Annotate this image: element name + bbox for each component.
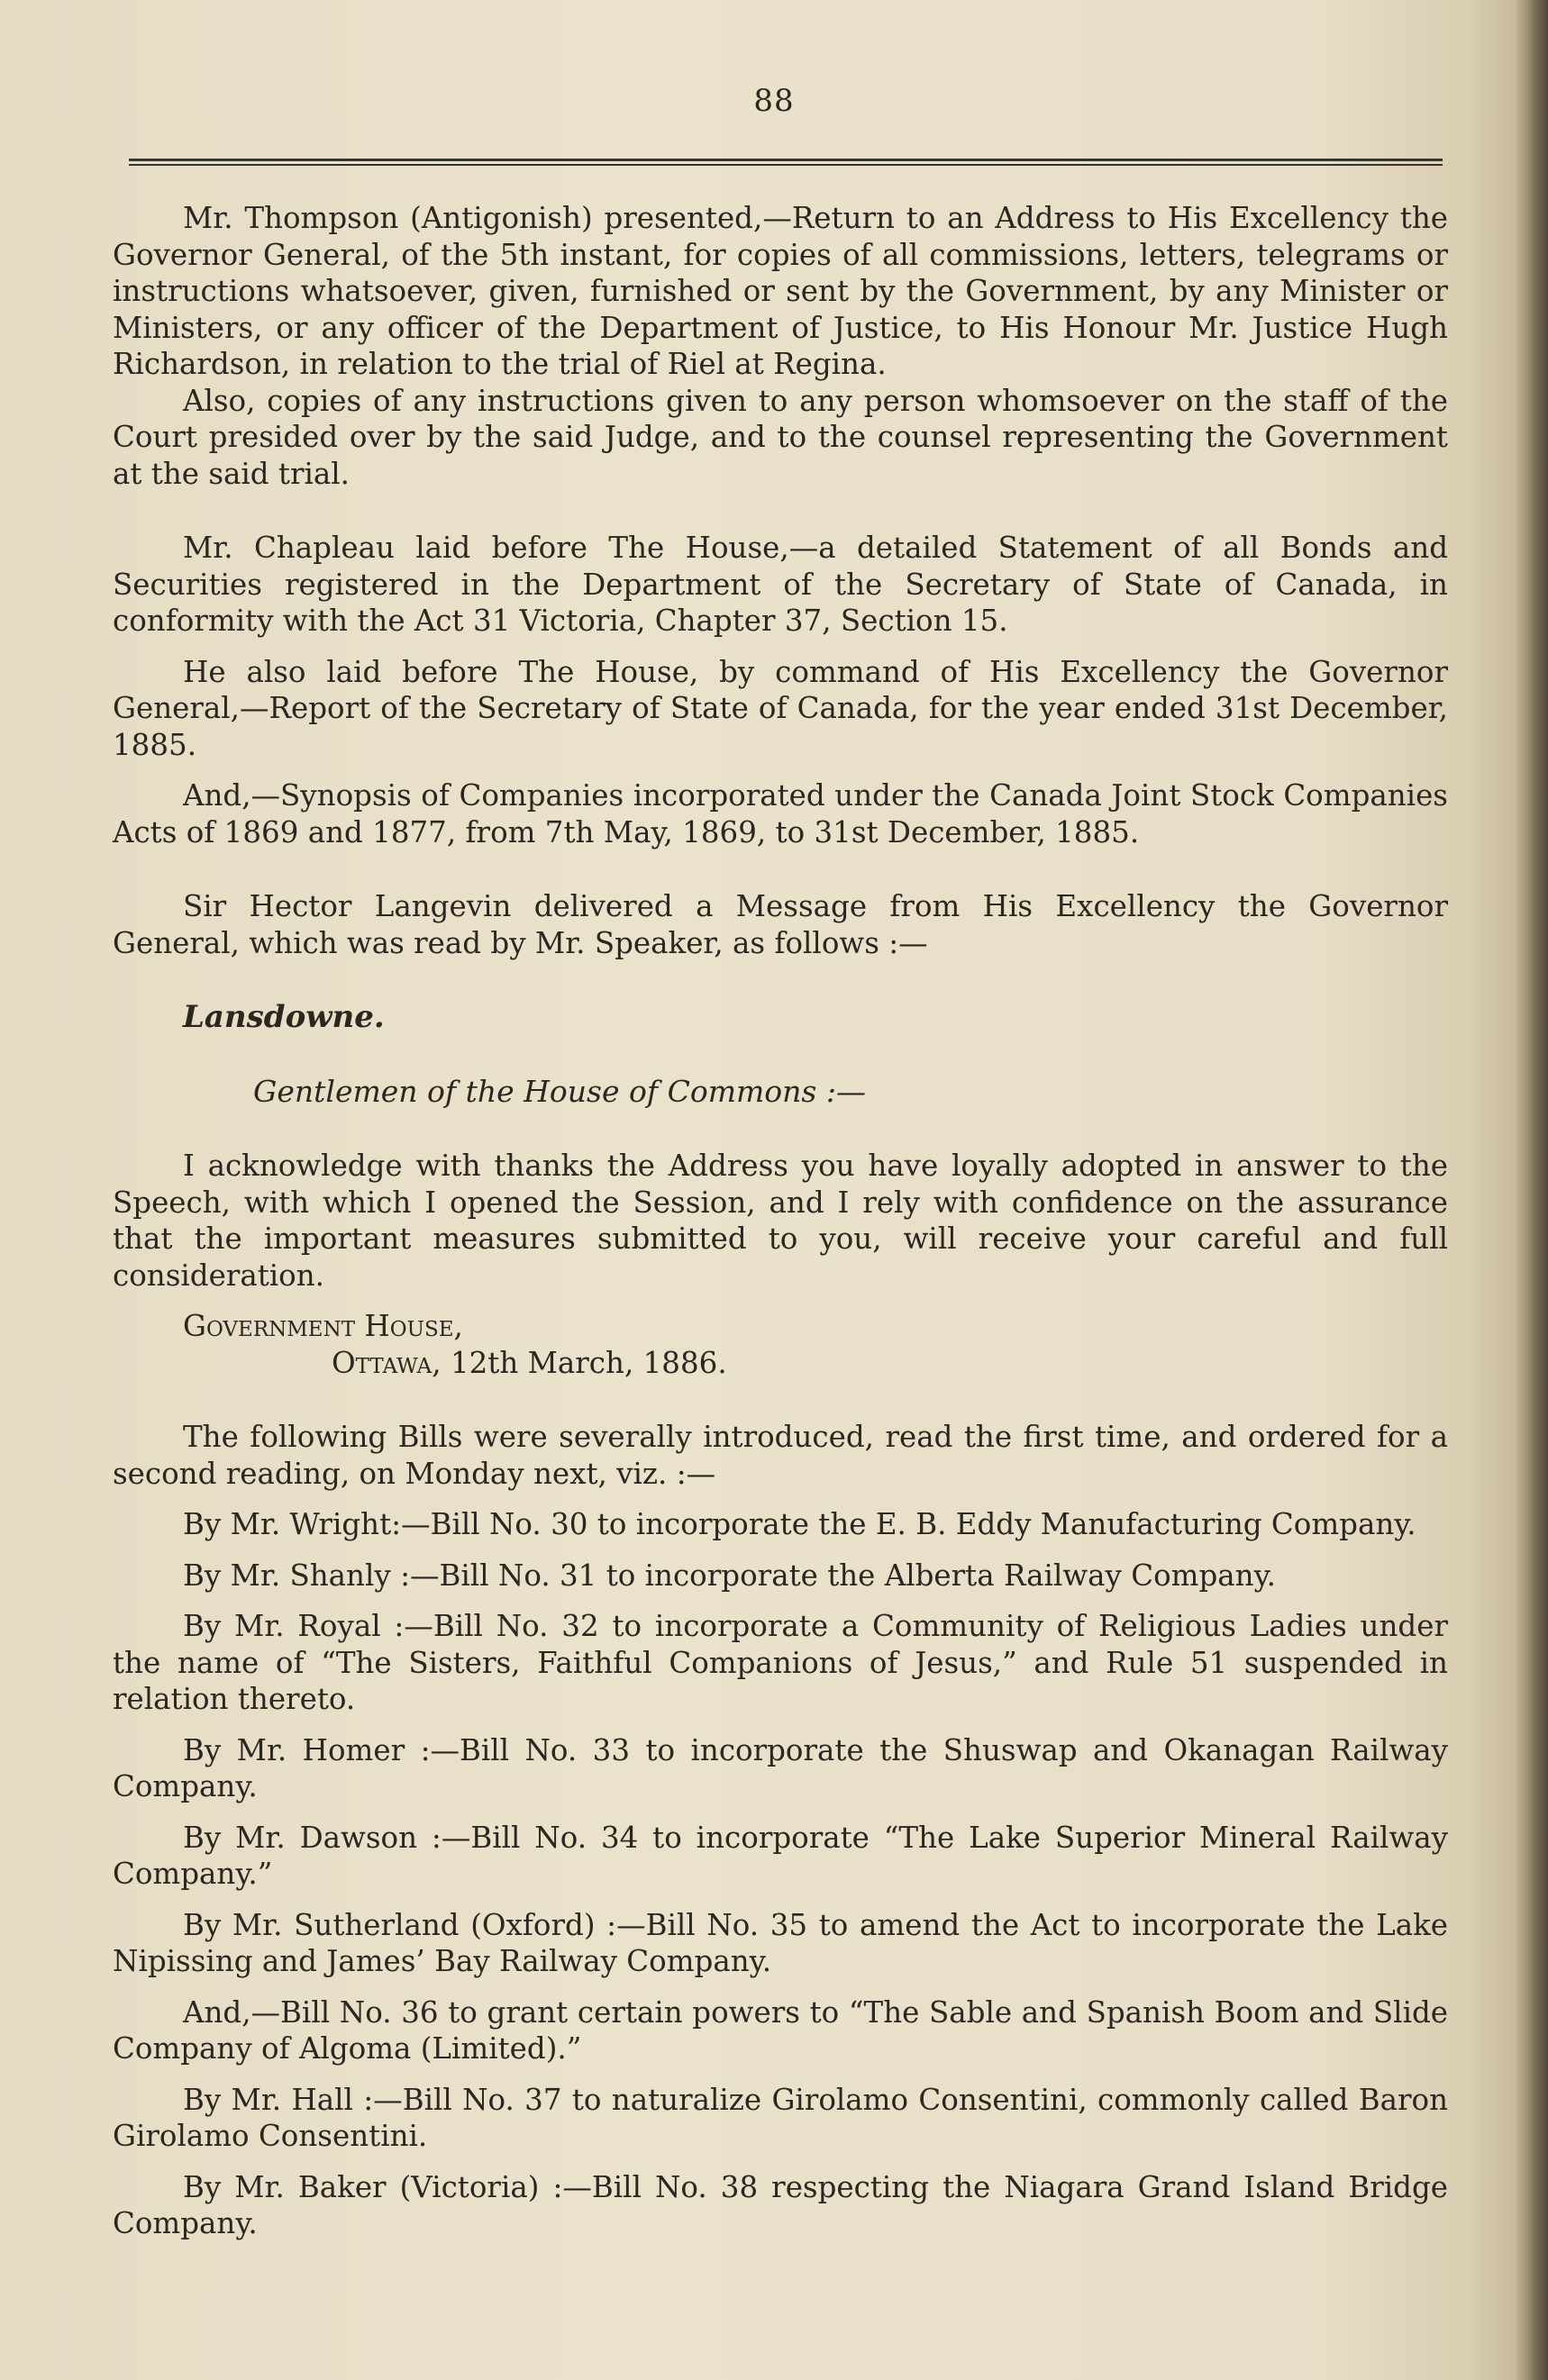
message-body-paragraph: I acknowledge with thanks the Address you have loyally adopted in answer to the Speech, with which I opened the Session, and I rely with confidence on the assurance that the important measures submitted to you, will receive your careful and full consideration. (113, 1149, 1448, 1293)
header-rule-bottom (129, 164, 1443, 166)
bill-item: By Mr. Royal :—Bill No. 32 to incorporate a Community of Religious Ladies under the name of “The Sisters, Faithful Companions of Jesus,” and Rule 51 suspended in relation thereto. (113, 1609, 1448, 1716)
bill-item: By Mr. Homer :—Bill No. 33 to incorporate the Shuswap and Okanagan Railway Company. (113, 1732, 1448, 1803)
secretary-report-paragraph: He also laid before The House, by command of His Excellency the Governor General,—Report of the Secretary of State of Canada, for the year ended 31st December, 1885. (113, 654, 1448, 762)
bill-item: By Mr. Wright:—Bill No. 30 to incorporate the E. B. Eddy Manufacturing Company. (183, 1507, 1416, 1541)
bills-intro-paragraph: The following Bills were severally introduced, read the first time, and ordered for a second reading, on Monday next, viz. :— (113, 1420, 1448, 1491)
bill-item: By Mr. Hall :—Bill No. 37 to naturalize Girolamo Consentini, commonly called Baron Girolamo Consentini. (113, 2082, 1448, 2153)
synopsis-paragraph: And,—Synopsis of Companies incorporated under the Canada Joint Stock Companies Acts of 1869 and 1877, from 7th May, 1869, to 31st December, 1885. (113, 778, 1448, 849)
return-instructions-paragraph: Also, copies of any instructions given to any person whomsoever on the staff of the Court presided over by the said Judge, and to the counsel representing the Government at the said trial. (113, 383, 1448, 491)
bill-item: And,—Bill No. 36 to grant certain powers to “The Sable and Spanish Boom and Slide Company of Algoma (Limited).” (113, 1994, 1448, 2066)
header-rule-top (129, 159, 1443, 161)
message-date: , 12th March, 1886. (432, 1345, 727, 1380)
message-salutation: Gentlemen of the House of Commons :— (253, 1073, 866, 1109)
return-address-paragraph: Mr. Thompson (Antigonish) presented,—Return to an Address to His Excellency the Governor General, of the 5th instant, for copies of all commissions, letters, telegrams or instructions whatsoever, given, furnished or sent by the Government, by any Minister or Ministers, or any officer of the Department of Justice, to His Honour Mr. Justice Hugh Richardson, in relation to the trial of Riel at Regina. (113, 201, 1448, 381)
message-city: Ottawa (332, 1345, 433, 1380)
bill-item: By Mr. Sutherland (Oxford) :—Bill No. 35 to amend the Act to incorporate the Lake Nipissing and James’ Bay Railway Company. (113, 1907, 1448, 1978)
message-intro-paragraph: Sir Hector Langevin delivered a Message from His Excellency the Governor General, which was read by Mr. Speaker, as follows :— (113, 889, 1448, 960)
chapleau-statement-paragraph: Mr. Chapleau laid before The House,—a detailed Statement of all Bonds and Securities registered in the Department of the Secretary of State of Canada, in conformity with the Act 31 Victoria, Chapter 37, Section 15. (113, 531, 1448, 638)
message-date-line (113, 1345, 1448, 1382)
governor-signature: Lansdowne. (183, 999, 385, 1035)
header-rule (129, 159, 1443, 168)
journal-body (113, 200, 1448, 2242)
page-number: 88 (753, 83, 795, 119)
message-place: Government House, (183, 1309, 463, 1343)
bill-item: By Mr. Dawson :—Bill No. 34 to incorporate “The Lake Superior Mineral Railway Company.” (113, 1820, 1448, 1891)
bill-item: By Mr. Shanly :—Bill No. 31 to incorporate the Alberta Railway Company. (183, 1558, 1276, 1593)
page-binding-edge (1514, 0, 1548, 2380)
bill-item: By Mr. Baker (Victoria) :—Bill No. 38 respecting the Niagara Grand Island Bridge Company. (113, 2169, 1448, 2240)
